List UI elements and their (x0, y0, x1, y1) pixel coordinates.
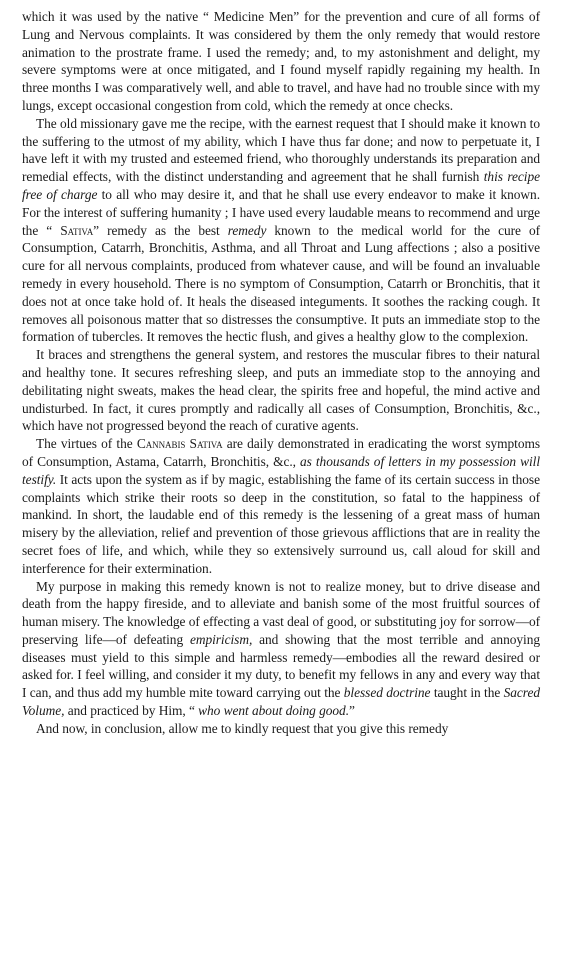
small-caps-text: Sativa (60, 222, 94, 238)
italic-text: empiricism, (189, 631, 253, 647)
text-run: known to the medical world for the cure of Consumption, Catarrh, Bronchitis, Asthma, and all Throat and Lung affections ; also a positive cure for all nervous complaints, produced from whatever cause, and will be found an invaluable remedy in every household. There is no symptom of Consumption, Catarrh or Bronchitis, that it does not at once take hold of. It heals the diseased integuments. It soothes the racking cough. It removes all poisonous matter that so distresses the consumptive. It puts an immediate stop to the formation of tubercles. It removes the hectic flush, and gives a healthy glow to the complexion. (22, 222, 541, 345)
body-paragraph (22, 720, 540, 738)
text-run: and practiced by Him, “ (64, 703, 199, 719)
body-paragraph (22, 346, 540, 435)
document-page (22, 8, 540, 738)
text-run: are daily demonstrated in eradicating the worst symptoms of Consumption, Astama, Catarrh, Bronchitis, &c., (22, 436, 541, 469)
text-run: It braces and strengthens the general system, and restores the muscular fibres to their natural and healthy tone. It secures refreshing sleep, and puts an immediate stop to the annoying and debilitating night sweats, makes the head clear, the spirits free and hopeful, the mind active and undisturbed. In fact, it cures promptly and radically all cases of Consumption, Bronchitis, &c., which have not progressed beyond the reach of curative agents. (22, 347, 540, 434)
text-run: to all who may desire it, and that he shall use every endeavor to make it known. For the interest of suffering humanity ; I have used every laudable means to recommend and urge the “ (22, 186, 540, 238)
italic-text: remedy (227, 222, 267, 238)
text-run: which it was used by the native “ Medicine Men” for the prevention and cure of all forms of Lung and Nervous complaints. It was considered by them the only remedy that would restore animation to the prostrate frame. I used the remedy; and, to my astonishment and delight, my severe symptoms were at once mitigated, and I found myself rapidly regaining my health. In three months I was comparatively well, and able to travel, and have had no trouble since with my lungs, except occasional congestion from cold, which the remedy at once checks. (22, 9, 540, 113)
text-run: The virtues of the (36, 436, 137, 452)
text-run: The old missionary gave me the recipe, with the earnest request that I should make it known to the suffering to the utmost of my ability, which I have thus far done; and now to perpetuate it, I have left it with my trusted and esteemed friend, who thoroughly understands its preparation and remedial effects, with the distinct understanding and agreement that he shall furnish (22, 115, 540, 185)
body-paragraph (22, 578, 540, 720)
italic-text: Sacred Volume, (22, 685, 541, 719)
italic-text: as thousands of letters in my possession will testify. (22, 453, 541, 487)
text-run: And now, in conclusion, allow me to kindly request that you give this remedy (36, 720, 449, 736)
text-run: ” remedy as the best (93, 222, 228, 238)
italic-text: who went about doing good. (198, 703, 349, 719)
text-run: My purpose in making this remedy known is not to realize money, but to drive disease and death from the happy fireside, and to alleviate and banish some of the most fruitful sources of human misery. The knowledge of effecting a vast deal of good, or substituting joy for sorrow—of preserving life—of defeating (22, 578, 540, 647)
small-caps-text: Cannabis Sativa (136, 436, 223, 452)
body-paragraph (22, 8, 540, 115)
body-paragraph (22, 435, 540, 577)
text-run: It acts upon the system as if by magic, establishing the fame of its certain success in those complaints which strike their roots so deep in the constitution, so fatal to the happiness of mankind. In short, the laudable end of this remedy is the lessening of a great mass of human misery by the alleviation, relief and prevention of those grievous afflictions that are in reality the secret foes of life, and which, while they so extensively surround us, call aloud for skill and interference for their extermination. (22, 471, 540, 576)
text-run: and showing that the most terrible and annoying diseases must yield to this simple and harmless remedy—embodies all the reward desired or asked for. I feel willing, and consider it my duty, to benefit my fellows in any and every way that I can, and thus add my humble mite toward carrying out the (22, 631, 540, 701)
text-run: taught in the (430, 685, 504, 701)
italic-text: this recipe free of charge (22, 169, 541, 202)
italic-text: blessed doctrine (343, 685, 431, 701)
body-paragraph (22, 115, 540, 346)
text-run: ” (349, 703, 355, 719)
